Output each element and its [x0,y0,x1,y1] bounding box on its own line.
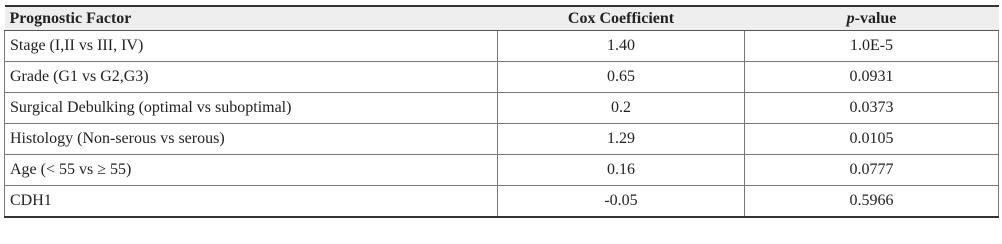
prognostic-factor-table [4,5,999,218]
p-value-cell: 0.5966 [745,186,999,218]
factor-cell: CDH1 [5,186,498,218]
table-header [5,6,999,31]
factor-cell: Histology (Non-serous vs serous) [5,124,498,155]
table-row [5,93,999,124]
coefficient-cell: 0.16 [498,155,745,186]
header-prognostic-factor: Prognostic Factor [5,6,498,31]
table-row [5,186,999,218]
table-row [5,124,999,155]
table-row [5,31,999,62]
table-row [5,62,999,93]
coefficient-cell: -0.05 [498,186,745,218]
factor-cell: Surgical Debulking (optimal vs suboptimal) [5,93,498,124]
table-row [5,155,999,186]
header-cox-coefficient: Cox Coefficient [498,6,745,31]
factor-cell: Age (< 55 vs ≥ 55) [5,155,498,186]
header-row [5,6,999,31]
table-body [5,31,999,218]
p-value-cell: 0.0105 [745,124,999,155]
header-p-value-suffix: -value [854,9,897,27]
p-value-cell: 0.0777 [745,155,999,186]
factor-cell: Grade (G1 vs G2,G3) [5,62,498,93]
header-p-value [745,6,999,31]
coefficient-cell: 1.29 [498,124,745,155]
coefficient-cell: 0.2 [498,93,745,124]
factor-cell: Stage (I,II vs III, IV) [5,31,498,62]
p-value-cell: 0.0373 [745,93,999,124]
coefficient-cell: 1.40 [498,31,745,62]
header-p-value-italic: p [846,9,855,27]
p-value-cell: 1.0E-5 [745,31,999,62]
p-value-cell: 0.0931 [745,62,999,93]
coefficient-cell: 0.65 [498,62,745,93]
